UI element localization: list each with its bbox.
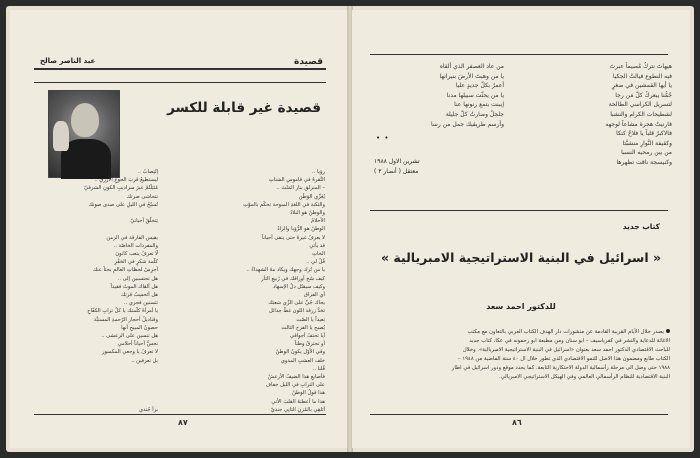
right-page xyxy=(352,10,690,448)
poem-line: يا من تُرك وجهك ويكاد مهُ الشهداءُ .. xyxy=(246,267,325,274)
section-label: قصيدة xyxy=(294,57,323,67)
poem-line: لتسريل الكراسي الطالحة xyxy=(608,101,672,109)
poem-line: يقيس الفارقة في الزمن xyxy=(106,234,158,241)
poem-line: من بين رمحيه النسبا xyxy=(621,149,672,157)
date-line: تشرين الاول ١٩٨٨ xyxy=(374,158,420,165)
poem-line: على الترابِ في الليل جفاف xyxy=(265,382,325,389)
poem-line: كلّمة شكرٍ في الحَقْرِ xyxy=(114,259,158,266)
poem-line xyxy=(38,389,158,397)
poem-line: أَتَلقِي بالمُزنِ الثانِي جنديّ xyxy=(270,406,325,413)
poem-line: يا أمرأةً كلّمتك يا كلّ ترابِ الكفّاحِ xyxy=(87,308,158,315)
paragraph-line xyxy=(372,328,670,337)
poem-line xyxy=(38,381,158,389)
poem-line: تُسبّحُ في الليلِ على صدى صوتك xyxy=(88,201,158,208)
poem-line: أي الفراق xyxy=(303,292,325,299)
poem-line: فيه النطوع فيالتُ الجكيا xyxy=(612,72,672,80)
poem-column-left xyxy=(38,168,158,414)
poem-line xyxy=(38,365,158,373)
poem-line: الوطنُ هو الرُّؤيا والزادُ xyxy=(277,226,325,233)
poem-line: يَتخلّقُ أحيانيّ xyxy=(130,218,158,225)
footer-rule xyxy=(34,414,326,415)
poem-line: لا يعرفُ غيرهُ حتى ينفى أحياناً xyxy=(261,234,325,241)
poem-line: من عاد العصفر الذي ألقاه xyxy=(439,63,504,70)
poem-line: مُتَبَلْتُمْ عبرَ سراديبِ الكونِ الشرقيّ xyxy=(84,185,158,192)
poem-line: يُصبح يا الفرح الثالث xyxy=(281,324,325,331)
header-rule-bottom xyxy=(34,82,326,83)
poem-line: وكقيفة النُّوارِ منشبَّتا xyxy=(622,139,672,147)
poem-line: أو تحترقُ وطناً xyxy=(294,341,325,348)
poem-line xyxy=(38,225,158,233)
book-title: « اسرائيل في البنية الاستراتيجية الامبريالية » xyxy=(380,250,662,265)
poem-line: تتسنين فجري .. xyxy=(123,300,158,307)
paragraph-text: ١٩٨٨ حتى وصل الى مرحلة رأسمالية الدولة الاحتكارية التابعة. كما يحدد موقع ودور اسرائيل في اطار xyxy=(451,365,670,371)
poem-line: قُلْ لي .. xyxy=(306,259,325,266)
poem-line: بَعيداً يا الصّت xyxy=(296,316,325,323)
paragraph-line xyxy=(372,364,670,373)
poem-line: بل تعرفين .. xyxy=(131,357,158,364)
paragraph-line xyxy=(372,337,670,346)
poem-line: جلجلٌ وصارتُ كلّ جليلة xyxy=(445,110,504,118)
poem-line: والمفردات الخاصّة .. xyxy=(113,242,158,249)
poem-line: والوطنُ هو البلادُ xyxy=(290,210,325,217)
byline: للدكتور احمد سعد xyxy=(486,302,556,311)
poem-line: لا تعرفُ يا وجعي المكسور xyxy=(101,349,158,356)
author-name: عبد الناصر صالح xyxy=(40,57,96,65)
poem-title: قصيدة غير قابلة للكسر xyxy=(167,100,321,116)
page-number-left: ٨٧ xyxy=(178,418,188,427)
header-rule-top xyxy=(34,68,326,70)
poem-line: يحاك جُيِّ على الرِّي شعبَك xyxy=(268,300,325,307)
poem-line: تحَدُّ زرقة اللون غطّ جدائل xyxy=(269,308,325,315)
poem-line: هل تحتسبين إلى .. xyxy=(117,275,158,282)
poem-line: يُغَرِّي الوَطْن xyxy=(298,193,325,200)
poem-line xyxy=(38,209,158,217)
poem-line: قُلنا .. xyxy=(312,365,325,372)
top-rule xyxy=(370,54,668,55)
place-line: معتقل ( أنصار ٣ ) xyxy=(374,168,419,175)
paragraph-text: يصدر خلال الأيام القريبة القادمة عن منشورات دار الهدف الكتاب العربي بالتعاون مع مكتب xyxy=(467,329,664,335)
poem-line: فالاكبرُ قلباً يا فلاحُ كتكا xyxy=(616,130,672,138)
page-number-right: ٨٦ xyxy=(512,418,522,427)
poem-line: برأ جُندي xyxy=(139,406,158,413)
poem-line: أيا تحتفُ أجواقي xyxy=(289,333,325,340)
author-photo xyxy=(48,90,120,178)
poem-line: وأرسم طريقيك جمل من رسا xyxy=(430,120,504,128)
paragraph-text: للباحث الاقتصادي الدكتور احمد سعد بعنوان «اسرائيل في البنية الاستراتيجية الامبريالية». وخلال xyxy=(462,347,670,353)
poem-line: وكيف سيقتُل ذلّ الإسهاد xyxy=(273,283,325,290)
footer-rule xyxy=(370,414,668,415)
poem-line: – المنزلق بنار المَنْتَ .. xyxy=(276,185,325,192)
kicker: كتاب جديد xyxy=(622,222,660,231)
poem-line: قد يأتي xyxy=(309,242,325,249)
poem-line: النَّقرةُ في قاموسِ الشتاتِ xyxy=(268,177,325,184)
poem-line: هل ألقاك الموتُ فقيداً xyxy=(110,283,158,290)
poem-line: أعمرُ بكلّ جديدٍ عليا xyxy=(455,82,504,90)
poem-column-left xyxy=(374,62,504,129)
poem-line: الأحلامُ xyxy=(311,218,325,225)
poem-line: هل تنسين على الرعشى .. xyxy=(101,333,158,340)
poem-line: يا أيها القمشين في صغرٍ xyxy=(612,82,672,90)
paragraph-text: الكتاب طابع ومضمون هذا الاصل للنمو الاقتصادي الذي تطور خلال ال ٤٠ سنة الماضية من ١٩٤٨ – xyxy=(457,356,670,362)
poem-line: كيف سُخ أوراقك في رُبيعِ الثأر xyxy=(261,275,325,282)
bullet-icon xyxy=(666,329,670,333)
paragraph-text: الاغاثة للدعاية والنشر في كفرياسيف – ابو سنان ومن مطبعة ابو رحمونه في عكا، كتاب جديد xyxy=(469,338,670,344)
poem-line: هذا قولُ الوطنُ xyxy=(292,390,325,397)
paragraph-line xyxy=(372,355,670,364)
poem-line: هل أتَحسِبُ قربَك xyxy=(120,292,158,299)
poem-line: رؤيا .. xyxy=(312,169,325,175)
poem-line: ليستطيعُ قربَ الجوعِ الأزرقِ .. xyxy=(94,177,158,184)
poem-line: الخاتِ xyxy=(312,251,325,258)
poem-line: نحسُّ أحياناً أحلامي xyxy=(117,341,158,348)
paragraph-line xyxy=(372,373,670,382)
ornament: • • xyxy=(376,134,390,142)
poem-line: خلف العشبِ المذوي xyxy=(280,357,325,364)
poem-line: هذا ما أعطتهُ القلبَ الأتي xyxy=(271,398,325,405)
poem-line: لَّا تعرفُ يتعب كانونَ xyxy=(115,251,158,258)
poem-line: يا من يحثّت سبيلها مدنا xyxy=(446,91,504,99)
poem-line: إنْتِصابٌ .. xyxy=(137,169,158,175)
poem-line: والثكنة في اللغةِ المبوحة تحكُم بالموْتِ xyxy=(243,201,325,208)
poem-line xyxy=(38,398,158,406)
poem-line: أَجرِسُ لحظاتِ العالمِ بحثاً عنك xyxy=(92,267,158,274)
poem-column-right xyxy=(532,62,672,168)
poem-line: هيهاتَ نتركُ مُصيماً عبرتَ xyxy=(609,63,672,70)
poem-line: وقناديلُ أحجار الرّحمةِ المستبَّة xyxy=(93,316,158,323)
poem-line: يا من وهبتَ الأرضَ بنيرانها xyxy=(439,72,504,80)
poem-line: فأصابعِ هذا الضيفُ الأرعشُ xyxy=(267,374,325,381)
poem-column-right xyxy=(185,168,325,414)
poem-line: فارنيتُ هجرة مشاعاً لوجهه xyxy=(605,120,672,128)
poem-line: حُمُّنا يبعركُ كلُّ مَن رجا xyxy=(615,91,672,99)
poem-line: حصونٌ المبيحِ أنها xyxy=(121,324,158,331)
left-page xyxy=(10,10,348,448)
paragraph-line xyxy=(372,346,670,355)
paragraph-text: البنية الاقتصادية للنظام الرأسمالي العالمي وفي الهيكل الاستراتيجي الامبريالي. xyxy=(499,374,670,380)
poem-line: إيبنت بتمع رنونها عنا xyxy=(454,101,504,109)
poem-line xyxy=(38,373,158,381)
article-paragraph xyxy=(372,328,670,382)
poem-line: وفي الأوّل يكونُ الوطنُ xyxy=(275,349,325,356)
poem-line: وكنيسجة ناقت تظهرها xyxy=(616,158,672,166)
magazine-spread xyxy=(6,6,694,452)
divider-rule xyxy=(370,210,668,211)
poem-line: لشطيحات الكرام والنشبا xyxy=(610,110,672,118)
poem-line: نتحاشى صرتك xyxy=(126,193,158,200)
